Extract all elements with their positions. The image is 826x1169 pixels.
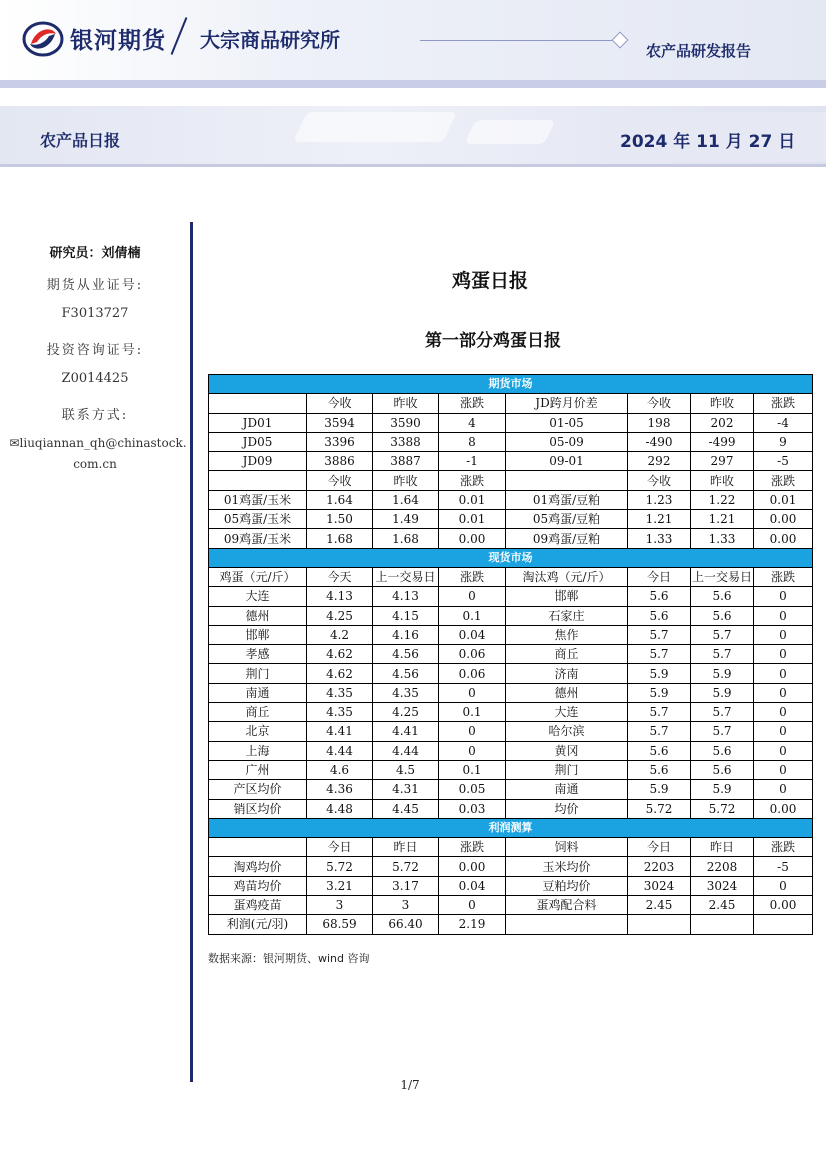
table-cell: 0.04: [439, 625, 506, 644]
brand-name: 银河期货: [70, 28, 166, 54]
table-cell: 利润(元/羽): [209, 915, 307, 934]
table-cell: 4.2: [307, 625, 373, 644]
table-cell: 产区均价: [209, 780, 307, 799]
table-cell: 198: [628, 413, 691, 432]
table-cell: 4.48: [307, 799, 373, 818]
table-row: [209, 760, 813, 779]
table-cell: 0.1: [439, 606, 506, 625]
table-cell: 3: [373, 896, 439, 915]
table-cell: 5.9: [628, 780, 691, 799]
table-cell: 2.45: [628, 896, 691, 915]
table-cell: 3388: [373, 432, 439, 451]
table-cell: 4.36: [307, 780, 373, 799]
table-cell: 5.7: [628, 703, 691, 722]
table-cell: 4.35: [307, 703, 373, 722]
contact-label: 联系方式:: [61, 408, 129, 423]
table-cell: 1.23: [628, 490, 691, 509]
table-cell: 蛋鸡疫苗: [209, 896, 307, 915]
table-cell: 0: [754, 722, 813, 741]
table-cell: -1: [439, 452, 506, 471]
table-cell: -5: [754, 857, 813, 876]
table-cell: 今收: [628, 471, 691, 490]
email-text-1[interactable]: liuqiannan_qh@chinastock.: [19, 436, 187, 450]
table-row: [209, 703, 813, 722]
table-cell: 3594: [307, 413, 373, 432]
table-cell: 玉米均价: [506, 857, 628, 876]
table-cell: 5.7: [628, 625, 691, 644]
table-cell: 邯郸: [506, 587, 628, 606]
table-cell: 1.22: [691, 490, 754, 509]
table-cell: 1.49: [373, 510, 439, 529]
table-cell: 0.1: [439, 703, 506, 722]
table-cell: 09鸡蛋/豆粕: [506, 529, 628, 548]
table-cell: [209, 471, 307, 490]
table-row: [209, 587, 813, 606]
table-cell: 0: [754, 606, 813, 625]
sub-title: 农产品日报: [40, 131, 121, 150]
table-cell: 0: [439, 896, 506, 915]
table-row: [209, 510, 813, 529]
table-cell: 0.06: [439, 664, 506, 683]
table-row: [209, 683, 813, 702]
table-cell: 荆门: [209, 664, 307, 683]
table-cell: 涨跌: [439, 838, 506, 857]
table-cell: 上海: [209, 741, 307, 760]
decor-shape: [464, 120, 555, 144]
email-text-2[interactable]: com.cn: [73, 457, 117, 471]
table-cell: 5.7: [691, 703, 754, 722]
table-cell: 0.04: [439, 876, 506, 895]
part-title: 第一部分鸡蛋日报: [425, 331, 561, 351]
table-cell: 涨跌: [754, 567, 813, 586]
table-cell: 淘汰鸡（元/斤）: [506, 567, 628, 586]
table-cell: 9: [754, 432, 813, 451]
section-profit: 利润测算: [209, 818, 813, 837]
table-cell: 0.06: [439, 645, 506, 664]
table-cell: -4: [754, 413, 813, 432]
table-cell: 涨跌: [439, 471, 506, 490]
table-cell: 1.33: [691, 529, 754, 548]
table-cell: 孝感: [209, 645, 307, 664]
table-cell: JD01: [209, 413, 307, 432]
table-cell: 哈尔滨: [506, 722, 628, 741]
section-profit-row: [209, 818, 813, 837]
table-cell: 大连: [506, 703, 628, 722]
table-cell: 4.5: [373, 760, 439, 779]
table-cell: 4.45: [373, 799, 439, 818]
table-cell: 3590: [373, 413, 439, 432]
table-header-row: [209, 471, 813, 490]
table-cell: 1.50: [307, 510, 373, 529]
table-cell: 2.19: [439, 915, 506, 934]
table-cell: 南通: [209, 683, 307, 702]
table-cell: 上一交易日: [691, 567, 754, 586]
table-row: [209, 857, 813, 876]
table-row: [209, 915, 813, 934]
table-cell: 5.6: [628, 760, 691, 779]
table-cell: 0: [439, 722, 506, 741]
table-row: [209, 490, 813, 509]
table-cell: 销区均价: [209, 799, 307, 818]
section-spot-row: [209, 548, 813, 567]
table-cell: 5.9: [628, 683, 691, 702]
table-cell: 5.6: [691, 606, 754, 625]
table-cell: 05鸡蛋/玉米: [209, 510, 307, 529]
table-cell: -5: [754, 452, 813, 471]
table-cell: 202: [691, 413, 754, 432]
table-cell: 涨跌: [439, 567, 506, 586]
table-cell: 北京: [209, 722, 307, 741]
table-cell: 1.21: [691, 510, 754, 529]
futures-cert: F3013727: [61, 306, 129, 321]
subheader-border: [0, 164, 826, 167]
header-gap: [0, 88, 826, 106]
galaxy-logo-icon: [22, 20, 64, 58]
table-cell: 1.64: [307, 490, 373, 509]
table-cell: 0.01: [754, 490, 813, 509]
table-cell: 4.15: [373, 606, 439, 625]
table-cell: 4.35: [373, 683, 439, 702]
table-cell: 5.72: [307, 857, 373, 876]
table-cell: 01鸡蛋/豆粕: [506, 490, 628, 509]
table-cell: 4.6: [307, 760, 373, 779]
table-row: [209, 896, 813, 915]
table-cell: 4.41: [307, 722, 373, 741]
table-cell: 德州: [209, 606, 307, 625]
table-cell: 1.68: [373, 529, 439, 548]
report-date: 2024 年 11 月 27 日: [620, 132, 796, 152]
table-cell: 0.00: [754, 510, 813, 529]
table-cell: 商丘: [209, 703, 307, 722]
table-cell: 上一交易日: [373, 567, 439, 586]
section-futures-row: [209, 375, 813, 394]
table-cell: 3887: [373, 452, 439, 471]
table-row: [209, 799, 813, 818]
table-cell: [506, 915, 628, 934]
table-cell: 05-09: [506, 432, 628, 451]
table-cell: 0: [754, 625, 813, 644]
table-cell: 8: [439, 432, 506, 451]
table-cell: 0.00: [754, 896, 813, 915]
table-cell: 4: [439, 413, 506, 432]
table-cell: -499: [691, 432, 754, 451]
table-row: [209, 413, 813, 432]
table-cell: 5.9: [691, 683, 754, 702]
table-cell: 今收: [628, 394, 691, 413]
table-cell: 2.45: [691, 896, 754, 915]
table-cell: 今日: [628, 838, 691, 857]
table-cell: JD05: [209, 432, 307, 451]
table-row: [209, 606, 813, 625]
table-cell: 鸡蛋（元/斤）: [209, 567, 307, 586]
page-number: 1/7: [400, 1078, 420, 1092]
table-row: [209, 664, 813, 683]
table-cell: 大连: [209, 587, 307, 606]
table-cell: 4.35: [307, 683, 373, 702]
table-header-row: [209, 838, 813, 857]
table-cell: 5.72: [691, 799, 754, 818]
table-cell: 昨收: [373, 394, 439, 413]
table-cell: [209, 394, 307, 413]
table-cell: 豆粕均价: [506, 876, 628, 895]
table-cell: 昨收: [691, 394, 754, 413]
table-cell: [628, 915, 691, 934]
envelope-icon: ✉: [9, 436, 20, 450]
table-cell: 4.13: [373, 587, 439, 606]
table-cell: 南通: [506, 780, 628, 799]
table-cell: 饲料: [506, 838, 628, 857]
table-cell: 68.59: [307, 915, 373, 934]
table-cell: 3: [307, 896, 373, 915]
table-cell: 5.6: [691, 760, 754, 779]
table-cell: 3.17: [373, 876, 439, 895]
table-cell: 涨跌: [439, 394, 506, 413]
table-cell: 3396: [307, 432, 373, 451]
table-cell: 昨收: [691, 471, 754, 490]
table-cell: 0: [439, 683, 506, 702]
table-cell: 297: [691, 452, 754, 471]
table-cell: 涨跌: [754, 471, 813, 490]
table-cell: 5.7: [691, 645, 754, 664]
table-cell: 09-01: [506, 452, 628, 471]
researcher-name: 研究员：刘倩楠: [49, 246, 141, 261]
table-cell: 2208: [691, 857, 754, 876]
decor-shape: [293, 112, 457, 142]
table-cell: 5.6: [628, 606, 691, 625]
table-cell: 0.00: [439, 529, 506, 548]
table-cell: 商丘: [506, 645, 628, 664]
table-row: [209, 876, 813, 895]
table-cell: 5.6: [628, 741, 691, 760]
table-cell: 0: [754, 780, 813, 799]
table-cell: 09鸡蛋/玉米: [209, 529, 307, 548]
table-cell: [691, 915, 754, 934]
table-cell: 4.31: [373, 780, 439, 799]
table-row: [209, 741, 813, 760]
table-cell: 今天: [307, 567, 373, 586]
table-cell: 5.72: [373, 857, 439, 876]
table-cell: 3024: [628, 876, 691, 895]
section-futures: 期货市场: [209, 375, 813, 394]
table-header-row: [209, 394, 813, 413]
table-cell: 5.6: [691, 741, 754, 760]
table-cell: 4.16: [373, 625, 439, 644]
table-cell: 4.25: [373, 703, 439, 722]
table-cell: 1.64: [373, 490, 439, 509]
table-cell: 5.6: [628, 587, 691, 606]
table-cell: 4.41: [373, 722, 439, 741]
main-title: 鸡蛋日报: [451, 270, 528, 292]
table-cell: 0: [754, 664, 813, 683]
table-row: [209, 780, 813, 799]
table-cell: 4.44: [307, 741, 373, 760]
table-cell: 2203: [628, 857, 691, 876]
table-cell: 4.25: [307, 606, 373, 625]
table-cell: 焦作: [506, 625, 628, 644]
table-cell: 0: [439, 587, 506, 606]
table-cell: 5.72: [628, 799, 691, 818]
table-cell: 0.01: [439, 490, 506, 509]
table-cell: 昨收: [373, 471, 439, 490]
header-stripe: [0, 80, 826, 88]
report-type: 农产品研发报告: [646, 42, 752, 60]
table-cell: JD跨月价差: [506, 394, 628, 413]
table-cell: 昨日: [373, 838, 439, 857]
table-cell: 均价: [506, 799, 628, 818]
table-cell: 涨跌: [754, 394, 813, 413]
table-cell: 4.44: [373, 741, 439, 760]
table-header-row: [209, 567, 813, 586]
table-cell: 0.00: [439, 857, 506, 876]
table-cell: 05鸡蛋/豆粕: [506, 510, 628, 529]
table-row: [209, 432, 813, 451]
header-line: [420, 40, 615, 41]
table-cell: 0.01: [439, 510, 506, 529]
institute-name: 大宗商品研究所: [200, 28, 340, 52]
table-cell: 济南: [506, 664, 628, 683]
table-cell: 昨日: [691, 838, 754, 857]
table-cell: 今日: [628, 567, 691, 586]
table-cell: 黄冈: [506, 741, 628, 760]
table-cell: 5.7: [691, 625, 754, 644]
table-cell: 4.62: [307, 664, 373, 683]
table-cell: [209, 838, 307, 857]
table-cell: 0.1: [439, 760, 506, 779]
table-cell: [506, 471, 628, 490]
table-row: [209, 625, 813, 644]
table-cell: 5.9: [691, 664, 754, 683]
table-cell: 3.21: [307, 876, 373, 895]
table-cell: 0: [754, 645, 813, 664]
table-cell: 4.56: [373, 645, 439, 664]
sidebar-divider: [190, 222, 193, 1082]
table-cell: 0: [754, 760, 813, 779]
table-cell: 4.56: [373, 664, 439, 683]
email-line[interactable]: [6, 436, 190, 450]
table-cell: 01鸡蛋/玉米: [209, 490, 307, 509]
table-cell: 5.6: [691, 587, 754, 606]
table-cell: 蛋鸡配合料: [506, 896, 628, 915]
invest-cert-label: 投资咨询证号:: [46, 343, 144, 358]
table-cell: 0: [754, 683, 813, 702]
table-cell: 0: [754, 876, 813, 895]
table-cell: 0.00: [754, 529, 813, 548]
table-cell: 石家庄: [506, 606, 628, 625]
table-cell: 鸡苗均价: [209, 876, 307, 895]
table-row: [209, 529, 813, 548]
table-cell: 0.03: [439, 799, 506, 818]
table-cell: 0: [754, 741, 813, 760]
table-cell: 0.00: [754, 799, 813, 818]
table-cell: 今收: [307, 394, 373, 413]
table-cell: [754, 915, 813, 934]
table-cell: 0: [754, 703, 813, 722]
egg-daily-table: [208, 374, 813, 935]
table-cell: 5.7: [691, 722, 754, 741]
table-cell: 4.62: [307, 645, 373, 664]
futures-cert-label: 期货从业证号:: [46, 278, 144, 293]
invest-cert: Z0014425: [61, 371, 129, 386]
table-cell: 1.33: [628, 529, 691, 548]
table-row: [209, 722, 813, 741]
table-cell: 0.05: [439, 780, 506, 799]
table-cell: 5.7: [628, 722, 691, 741]
table-cell: 涨跌: [754, 838, 813, 857]
section-spot: 现货市场: [209, 548, 813, 567]
table-cell: 1.68: [307, 529, 373, 548]
table-cell: 4.13: [307, 587, 373, 606]
table-cell: 5.7: [628, 645, 691, 664]
table-cell: 01-05: [506, 413, 628, 432]
table-cell: 德州: [506, 683, 628, 702]
table-cell: 66.40: [373, 915, 439, 934]
table-cell: 广州: [209, 760, 307, 779]
table-cell: 5.9: [628, 664, 691, 683]
table-cell: 邯郸: [209, 625, 307, 644]
table-row: [209, 645, 813, 664]
table-cell: 292: [628, 452, 691, 471]
table-cell: 今收: [307, 471, 373, 490]
table-cell: 0: [439, 741, 506, 760]
table-cell: 3886: [307, 452, 373, 471]
data-source: 数据来源：银河期货、wind 咨询: [208, 952, 370, 965]
table-cell: -490: [628, 432, 691, 451]
table-cell: JD09: [209, 452, 307, 471]
table-cell: 5.9: [691, 780, 754, 799]
table-cell: 0: [754, 587, 813, 606]
table-cell: 3024: [691, 876, 754, 895]
table-cell: 淘鸡均价: [209, 857, 307, 876]
table-cell: 今日: [307, 838, 373, 857]
table-cell: 荆门: [506, 760, 628, 779]
table-row: [209, 452, 813, 471]
table-cell: 1.21: [628, 510, 691, 529]
